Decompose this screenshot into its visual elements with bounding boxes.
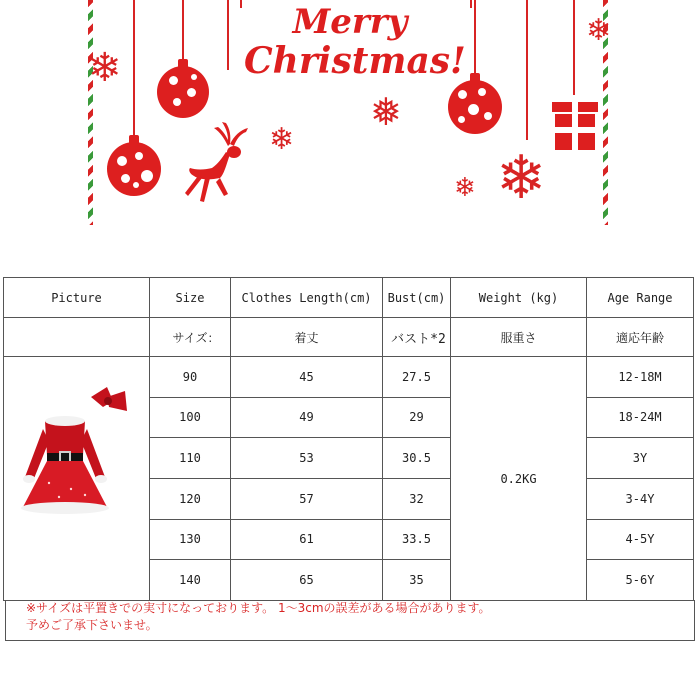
christmas-banner [0, 0, 700, 230]
product-picture-cell [4, 357, 150, 601]
jp-header-weight: 服重さ [451, 318, 587, 357]
cell-length: 45 [231, 357, 383, 398]
cell-length: 61 [231, 519, 383, 560]
cell-age: 3Y [587, 438, 694, 479]
cell-bust: 35 [383, 560, 451, 601]
cell-bust: 32 [383, 478, 451, 519]
jp-header-length: 着丈 [231, 318, 383, 357]
cell-bust: 29 [383, 397, 451, 438]
header-bust: Bust(cm) [383, 278, 451, 318]
cell-age: 3-4Y [587, 478, 694, 519]
cell-size: 90 [150, 357, 231, 398]
header-picture: Picture [4, 278, 150, 318]
header-weight: Weight (kg) [451, 278, 587, 318]
size-note [5, 600, 695, 641]
ornament-icon [107, 142, 161, 196]
cell-weight: 0.2KG [451, 357, 587, 601]
cell-age: 18-24M [587, 397, 694, 438]
cell-size: 110 [150, 438, 231, 479]
snowflake-icon: ❄ [269, 122, 295, 157]
jp-header-age: 適応年齢 [587, 318, 694, 357]
header-clothes-length: Clothes Length(cm) [231, 278, 383, 318]
gift-icon [555, 110, 595, 150]
cell-size: 100 [150, 397, 231, 438]
cell-size: 140 [150, 560, 231, 601]
snowflake-icon: ❄ [88, 45, 122, 91]
cell-length: 65 [231, 560, 383, 601]
cell-length: 53 [231, 438, 383, 479]
cell-size: 120 [150, 478, 231, 519]
cell-age: 4-5Y [587, 519, 694, 560]
table-jp-header-row [4, 318, 694, 357]
snowflake-icon: ❅ [370, 90, 402, 134]
cell-size: 130 [150, 519, 231, 560]
cell-age: 5-6Y [587, 560, 694, 601]
ornament-icon [448, 80, 502, 134]
jp-header-size: サイズ： [150, 318, 231, 357]
cell-length: 57 [231, 478, 383, 519]
table-row [4, 357, 694, 398]
santa-dress-image [7, 357, 147, 597]
size-chart-table [3, 277, 694, 601]
note-line-1: ※サイズは平置きでの実寸になっております。 1～3cmの誤差がある場合があります。 [26, 601, 491, 615]
header-age-range: Age Range [587, 278, 694, 318]
jp-header-bust: バスト*2 [383, 318, 451, 357]
reindeer-icon [180, 118, 270, 210]
note-line-2: 予めご了承下さいませ。 [26, 618, 158, 632]
ornament-icon [157, 66, 209, 118]
snowflake-icon: ❄ [454, 173, 476, 203]
banner-title-line2: Christmas! [244, 40, 466, 82]
cell-bust: 30.5 [383, 438, 451, 479]
table-header-row [4, 278, 694, 318]
candy-cane-pole-icon [88, 0, 93, 225]
cell-length: 49 [231, 397, 383, 438]
header-size: Size [150, 278, 231, 318]
jp-header-picture [4, 318, 150, 357]
snowflake-icon: ❄ [496, 143, 547, 213]
cell-bust: 27.5 [383, 357, 451, 398]
snowflake-icon: ❄ [586, 13, 612, 48]
cell-age: 12-18M [587, 357, 694, 398]
banner-title-line1: Merry [292, 2, 408, 42]
cell-bust: 33.5 [383, 519, 451, 560]
